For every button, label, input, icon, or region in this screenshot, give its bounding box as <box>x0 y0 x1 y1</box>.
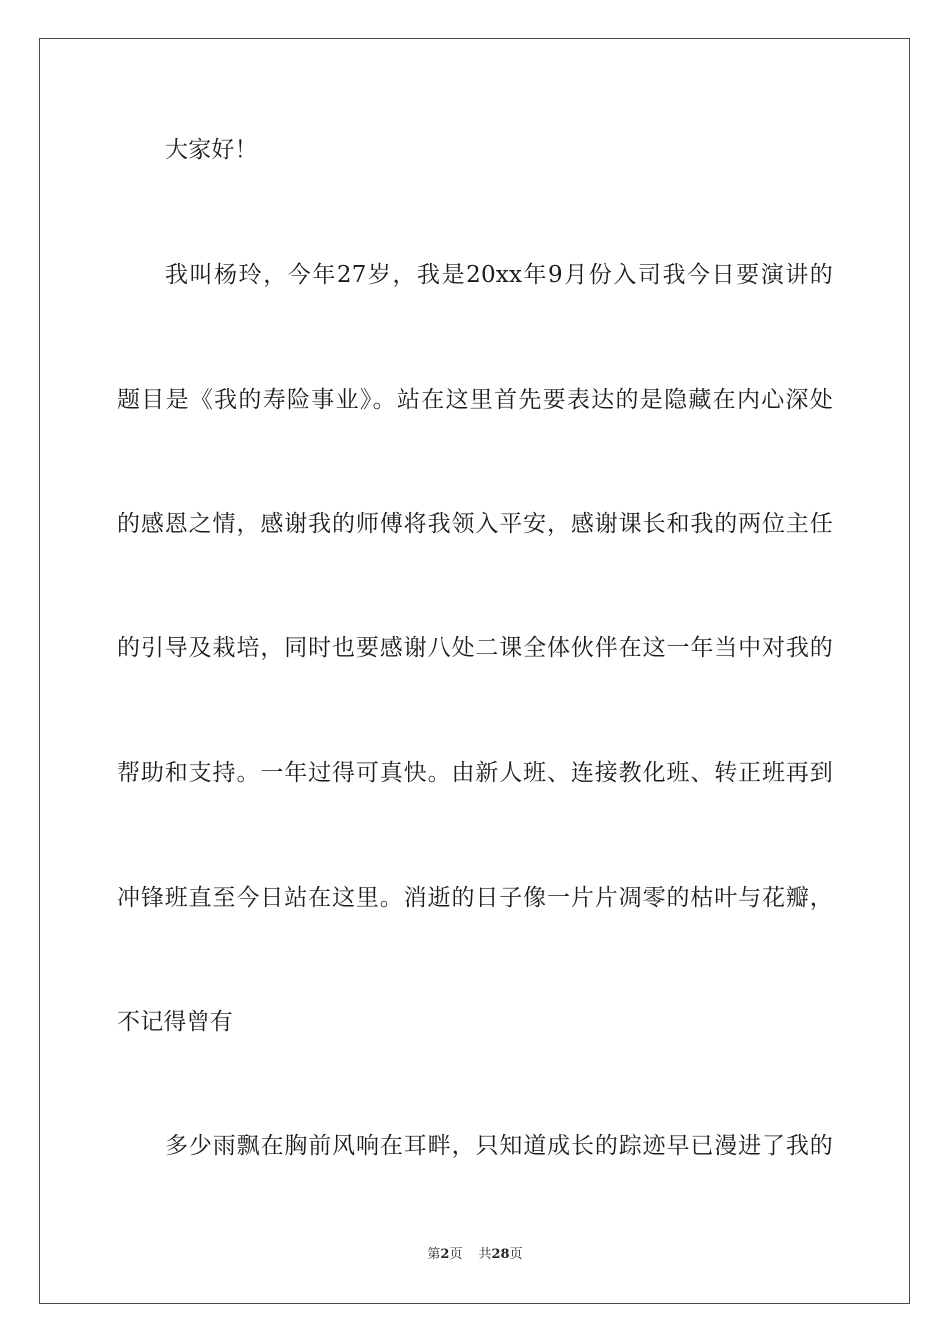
paragraph-2-line-1: 多少雨飘在胸前风响在耳畔，只知道成长的踪迹早已漫进了我的 <box>165 1133 833 1159</box>
footer-page-prefix: 第 <box>427 1247 441 1262</box>
greeting-line: 大家好！ <box>165 137 258 163</box>
footer-total-suffix: 页 <box>509 1247 523 1262</box>
paragraph-1-line-2: 题目是《我的寿险事业》。站在这里首先要表达的是隐藏在内心深处 <box>117 387 833 413</box>
paragraph-1-line-4: 的引导及栽培，同时也要感谢八处二课全体伙伴在这一年当中对我的 <box>117 635 833 661</box>
paragraph-1-line-7: 不记得曾有 <box>117 1009 233 1035</box>
paragraph-1-line-6: 冲锋班直至今日站在这里。消逝的日子像一片片凋零的枯叶与花瓣， <box>117 885 833 911</box>
footer-current-page: 2 <box>440 1247 450 1262</box>
footer-total-prefix: 共 <box>478 1247 492 1262</box>
footer-page-suffix: 页 <box>449 1247 463 1262</box>
paragraph-1-line-5: 帮助和支持。一年过得可真快。由新人班、连接教化班、转正班再到 <box>117 760 833 786</box>
page-border <box>39 38 910 1304</box>
paragraph-1-line-1: 我叫杨玲，今年27岁，我是20xx年9月份入司我今日要演讲的 <box>165 262 833 288</box>
page-footer <box>0 1246 950 1264</box>
paragraph-1-line-3: 的感恩之情，感谢我的师傅将我领入平安，感谢课长和我的两位主任 <box>117 511 833 537</box>
footer-total-pages: 28 <box>491 1247 510 1262</box>
